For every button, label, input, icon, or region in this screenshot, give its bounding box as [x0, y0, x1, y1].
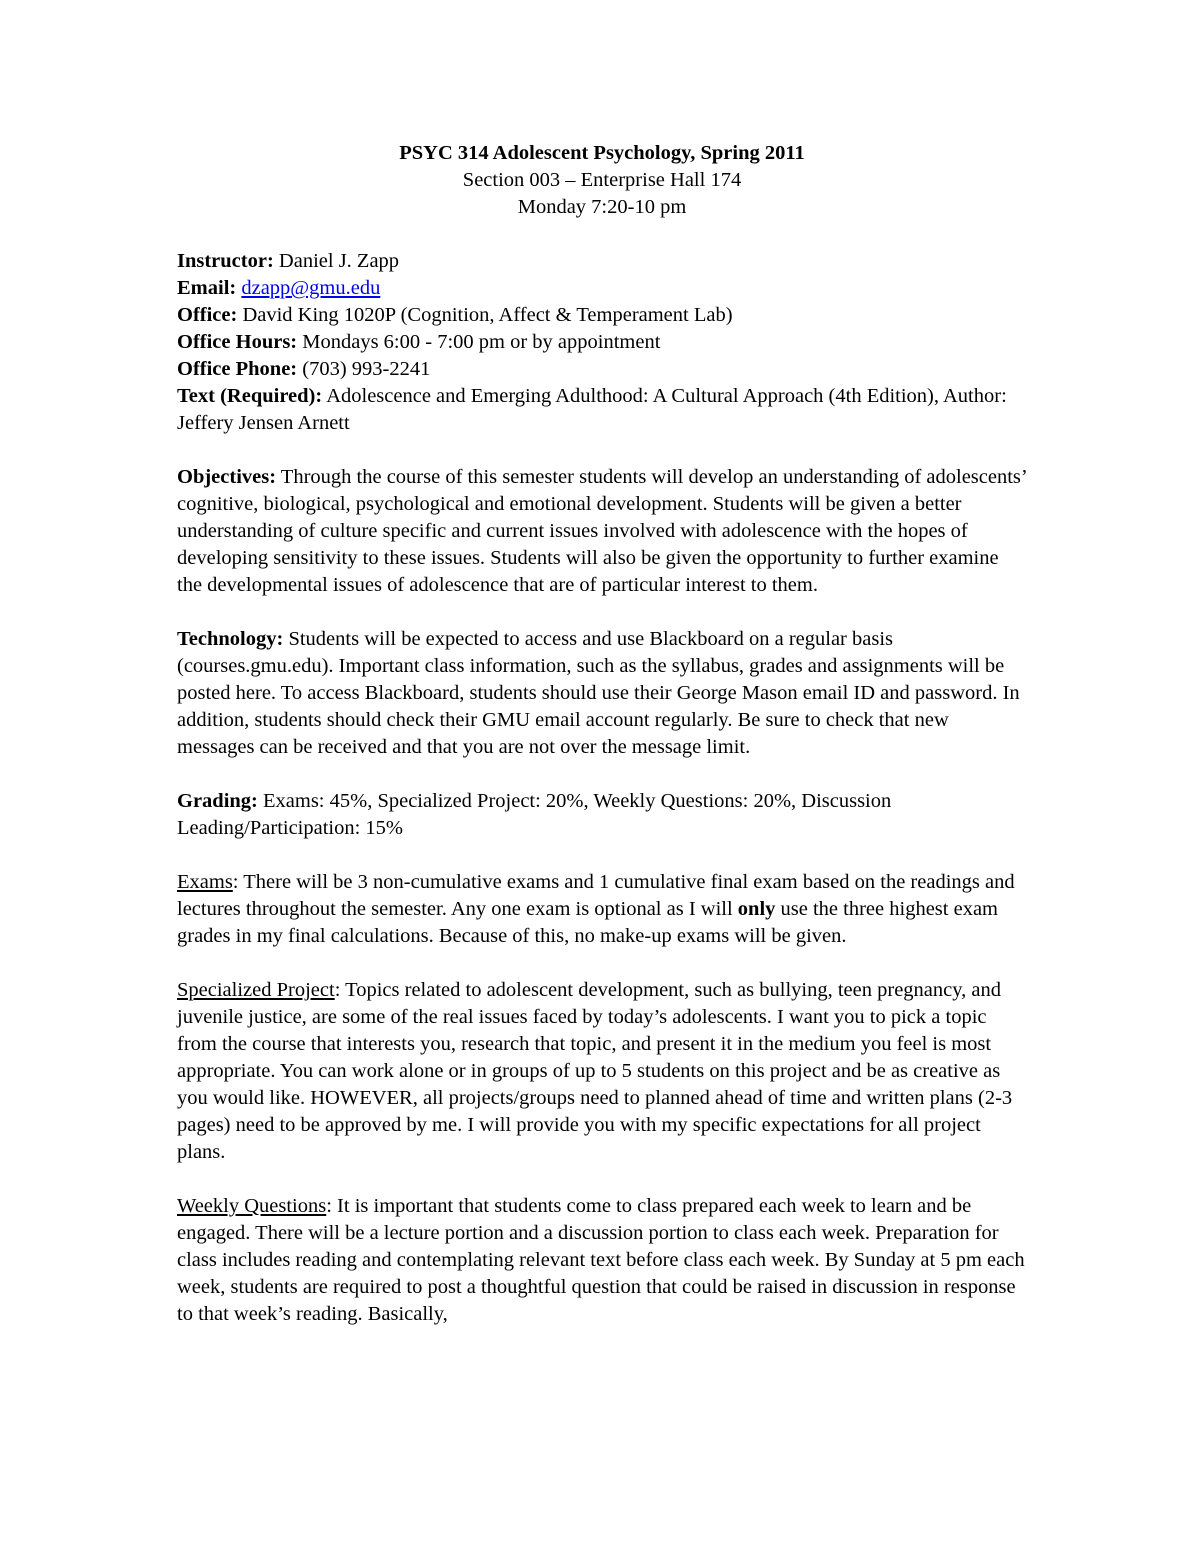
- grading-text: Exams: 45%, Specialized Project: 20%, Weekly Questions: 20%, Discussion Leading/Participation: 15%: [177, 790, 892, 839]
- spacer: [177, 437, 1027, 464]
- text-required-value: Adolescence and Emerging Adulthood: A Cultural Approach (4th Edition), Author: Jeffery Jensen Arnett: [177, 385, 1007, 434]
- text-required-label: Text (Required):: [177, 385, 323, 407]
- email-label: Email:: [177, 277, 237, 299]
- office-label: Office:: [177, 304, 238, 326]
- spacer: [177, 761, 1027, 788]
- objectives-label: Objectives:: [177, 466, 277, 488]
- exams-text-after: use the three highest exam grades in my final calculations. Because of this, no make-up exams will be given.: [177, 898, 998, 947]
- objectives-text: Through the course of this semester students will develop an understanding of adolescents’ cognitive, biological, psychological and emotional development. Students will be given a better understanding of culture specific and current issues involved with adolescence with the hopes of developing sensitivity to these issues. Students will also be given the opportunity to further examine the developmental issues of adolescence that are of particular interest to them.: [177, 466, 1027, 596]
- spacer: [177, 842, 1027, 869]
- office-phone-value: (703) 993-2241: [297, 358, 431, 380]
- office-hours-line: [177, 329, 1027, 356]
- office-phone-line: [177, 356, 1027, 383]
- instructor-value: Daniel J. Zapp: [273, 250, 400, 272]
- office-line: [177, 302, 1027, 329]
- spacer: [177, 221, 1027, 248]
- weekly-questions-text: : It is important that students come to class prepared each week to learn and be engaged. There will be a lecture portion and a discussion portion to class each week. Preparation for class includes reading and contemplating relevant text before class each week. By Sunday at 5 pm each week, students are required to post a thoughtful question that could be raised in discussion in response to that week’s reading. Basically,: [177, 1195, 1025, 1325]
- spacer: [177, 950, 1027, 977]
- instructor-label: Instructor:: [177, 250, 274, 272]
- grading-label: Grading:: [177, 790, 258, 812]
- spacer: [177, 599, 1027, 626]
- spacer: [177, 1166, 1027, 1193]
- grading-paragraph: [177, 788, 1027, 842]
- weekly-questions-paragraph: [177, 1193, 1027, 1328]
- course-title: PSYC 314 Adolescent Psychology, Spring 2011: [399, 142, 805, 164]
- exams-emphasis: only: [737, 898, 776, 920]
- syllabus-page: [177, 140, 1027, 1328]
- office-hours-label: Office Hours:: [177, 331, 298, 353]
- office-phone-label: Office Phone:: [177, 358, 298, 380]
- instructor-line: [177, 248, 1027, 275]
- technology-paragraph: [177, 626, 1027, 761]
- technology-label: Technology:: [177, 628, 284, 650]
- objectives-paragraph: [177, 464, 1027, 599]
- office-value: David King 1020P (Cognition, Affect & Temperament Lab): [237, 304, 733, 326]
- email-link[interactable]: dzapp@gmu.edu: [241, 277, 381, 299]
- project-paragraph: [177, 977, 1027, 1166]
- exams-paragraph: [177, 869, 1027, 950]
- project-label: Specialized Project: [177, 979, 335, 1001]
- text-required-line: [177, 383, 1027, 437]
- course-time: Monday 7:20-10 pm: [517, 196, 687, 218]
- email-line: [177, 275, 1027, 302]
- office-hours-value: Mondays 6:00 - 7:00 pm or by appointment: [297, 331, 661, 353]
- course-section: Section 003 – Enterprise Hall 174: [462, 169, 742, 191]
- exams-label: Exams: [177, 871, 233, 893]
- project-text: : Topics related to adolescent development, such as bullying, teen pregnancy, and juvenile justice, are some of the real issues faced by today’s adolescents. I want you to pick a topic from the course that interests you, research that topic, and present it in the medium you feel is most appropriate. You can work alone or in groups of up to 5 students on this project and be as creative as you would like. HOWEVER, all projects/groups need to planned ahead of time and written plans (2-3 pages) need to be approved by me. I will provide you with my specific expectations for all project plans.: [177, 979, 1013, 1163]
- exams-text-before: : There will be 3 non-cumulative exams and 1 cumulative final exam based on the readings and lectures throughout the semester. Any one exam is optional as I will: [177, 871, 1015, 920]
- weekly-questions-label: Weekly Questions: [177, 1195, 327, 1217]
- technology-text: Students will be expected to access and use Blackboard on a regular basis (courses.gmu.edu). Important class information, such as the syllabus, grades and assignments will be posted here. To access Blackboard, students should use their George Mason email ID and password. In addition, students should check their GMU email account regularly. Be sure to check that new messages can be received and that you are not over the message limit.: [177, 628, 1020, 758]
